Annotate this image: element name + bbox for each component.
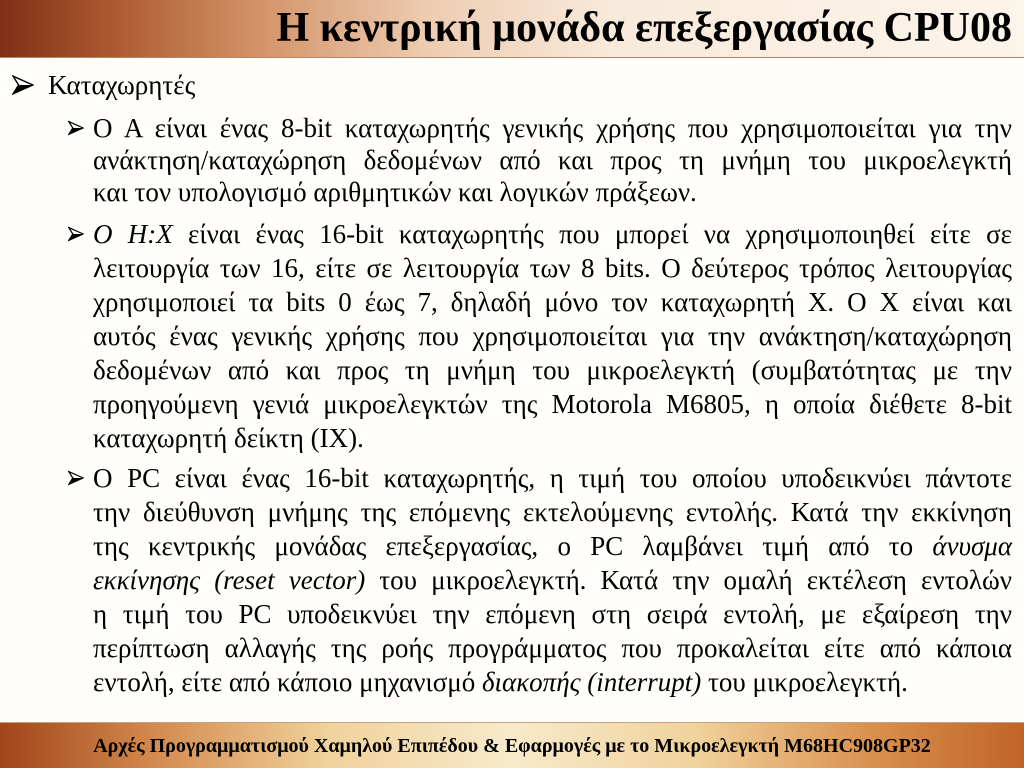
paragraph-line: Ο PC είναι ένας 16-bit καταχωρητής, η τιμή του οποίου υποδεικνύει πάντοτε <box>93 463 1012 493</box>
paragraph-line: λειτουργία των 16, είτε σε λειτουργία των 8 bits. Ο δεύτερος τρόπος λειτουργίας <box>93 253 1012 283</box>
paragraph-line: προηγούμενη γενιά μικροελεγκτών της Motorola M6805, η οποία διέθετε 8-bit <box>93 389 1012 419</box>
bullet-heading-text: Καταχωρητές <box>48 70 196 100</box>
bullet-heading-registers <box>12 68 412 102</box>
paragraph-line <box>93 529 1012 563</box>
paragraph-line <box>93 665 1012 699</box>
paragraph-line: Ο Α είναι ένας 8-bit καταχωρητής γενικής χρήσης που χρησιμοποιείται για την <box>93 113 1012 143</box>
paragraph-line: η τιμή του PC υποδεικνύει την επόμενη στη σειρά εντολή, με εξαίρεση την <box>93 599 1012 629</box>
footer-text: Αρχές Προγραμματισμού Χαμηλού Επιπέδου & Εφαρμογές με το Μικροελεγκτή M68HC908GP32 <box>93 735 931 757</box>
paragraph-line: και τον υπολογισμό αριθμητικών και λογικών πράξεων. <box>93 177 697 207</box>
line-text: εντολή, είτε από κάποιο μηχανισμό <box>93 667 482 697</box>
bullet-text <box>93 112 1012 208</box>
paragraph-line <box>93 217 1012 251</box>
line-text: του μικροελεγκτή. <box>701 667 908 697</box>
arrowhead-bullet-icon <box>68 226 84 242</box>
italic-term: Ο H:X <box>93 219 173 249</box>
slide-footer <box>0 722 1024 768</box>
paragraph-line <box>93 563 1012 597</box>
paragraph-line: δεδομένων από και προς τη μνήμη του μικροελεγκτή (συμβατότητας με την <box>93 355 1012 385</box>
line-text: είναι ένας 16-bit καταχωρητής που μπορεί να χρησιμοποιηθεί είτε σε <box>172 219 1013 249</box>
italic-term: διακοπής (interrupt) <box>481 667 702 697</box>
italic-term: άνυσμα <box>932 531 1012 561</box>
paragraph-line: την διεύθυνση μνήμης της επόμενης εκτελούμενης εντολής. Κατά την εκκίνηση <box>93 497 1012 527</box>
bullet-text <box>93 217 1012 455</box>
arrowhead-bullet-icon <box>68 470 84 486</box>
arrowhead-bullet-icon <box>68 120 84 136</box>
paragraph-line: καταχωρητή δείκτη (IX). <box>93 423 364 453</box>
paragraph-line: αυτός ένας γενικής χρήσης που χρησιμοποιείται για την ανάκτηση/καταχώρηση <box>93 321 1012 351</box>
paragraph-line: περίπτωση αλλαγής της ροής προγράμματος που προκαλείται είτε από κάποια <box>93 633 1012 663</box>
paragraph-line: ανάκτηση/καταχώρηση δεδομένων από και προς τη μνήμη του μικροελεγκτή <box>93 145 1012 175</box>
slide-title: Η κεντρική μονάδα επεξεργασίας CPU08 <box>276 5 1012 51</box>
bullet-text <box>93 461 1012 699</box>
slide-header <box>0 0 1024 58</box>
paragraph-line: χρησιμοποιεί τα bits 0 έως 7, δηλαδή μόνο τον καταχωρητή X. Ο X είναι και <box>93 287 1012 317</box>
italic-term: εκκίνησης (reset vector) <box>93 565 366 595</box>
line-text: του μικροελεγκτή. Κατά την ομαλή εκτέλεση εντολών <box>365 565 1012 595</box>
arrowhead-bullet-icon <box>12 75 34 95</box>
line-text: της κεντρικής μονάδας επεξεργασίας, ο PC λαμβάνει τιμή από το <box>93 531 933 561</box>
